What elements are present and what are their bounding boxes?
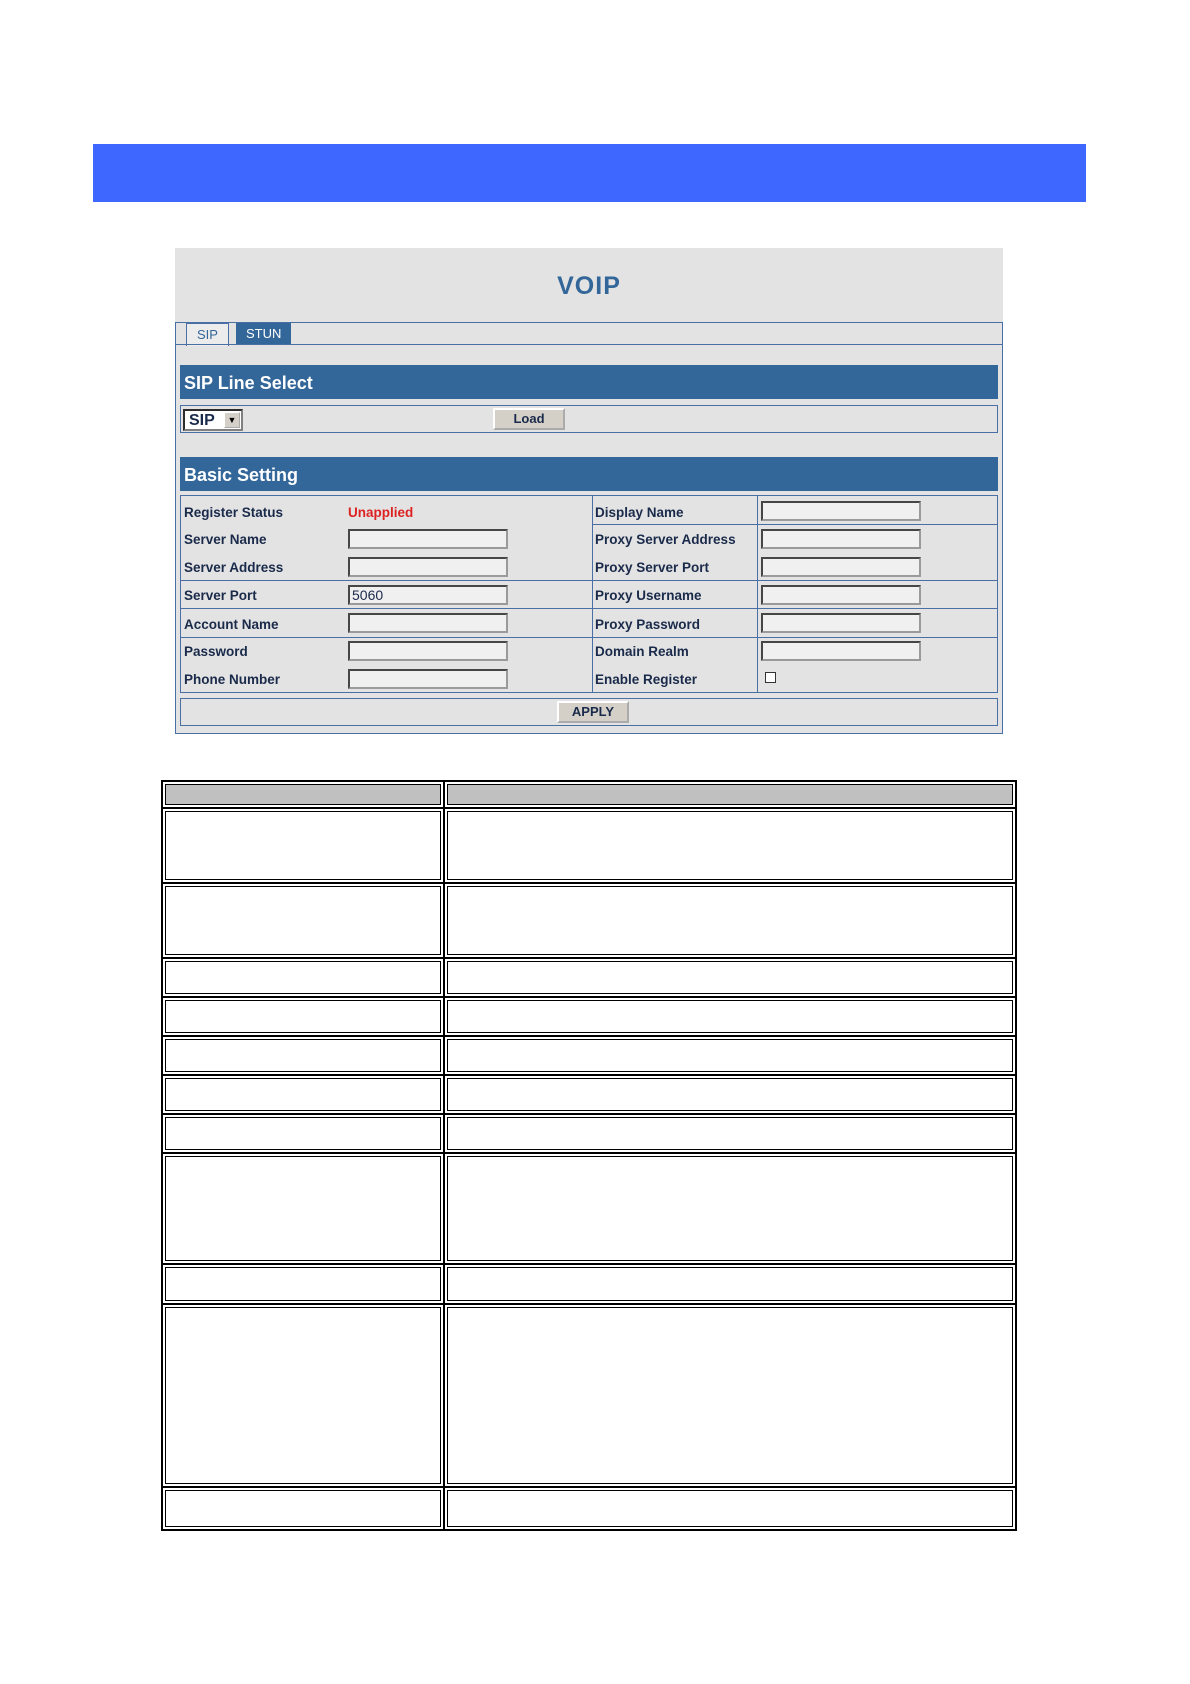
register-status-value: Unapplied — [348, 505, 414, 520]
table-cell — [447, 1039, 1013, 1072]
table-header-cell — [447, 784, 1013, 805]
table-cell — [165, 1156, 441, 1261]
table-row — [163, 1305, 1015, 1488]
page-title: VOIP — [557, 272, 621, 300]
table-row — [163, 1265, 1015, 1305]
proxy-server-port-input[interactable] — [761, 557, 921, 577]
table-cell — [165, 1117, 441, 1150]
load-button[interactable]: Load — [493, 408, 565, 430]
settings-frame — [175, 322, 1003, 734]
domain-realm-label: Domain Realm — [595, 644, 689, 659]
table-cell — [447, 1078, 1013, 1111]
apply-button[interactable]: APPLY — [557, 701, 629, 723]
server-address-label: Server Address — [184, 560, 284, 575]
table-row — [163, 959, 1015, 998]
proxy-username-input[interactable] — [761, 585, 921, 605]
table-row — [163, 1488, 1015, 1529]
table-row — [163, 998, 1015, 1037]
server-port-label: Server Port — [184, 588, 257, 603]
table-cell — [165, 811, 441, 880]
table-row — [163, 1076, 1015, 1115]
enable-register-checkbox[interactable] — [765, 672, 776, 683]
server-name-input[interactable] — [348, 529, 508, 549]
table-row — [163, 884, 1015, 959]
tab-bar — [186, 323, 291, 345]
table-cell — [447, 1267, 1013, 1301]
table-cell — [447, 886, 1013, 955]
table-cell — [165, 886, 441, 955]
chevron-down-icon[interactable]: ▼ — [224, 412, 240, 428]
column-divider — [592, 496, 593, 692]
table-cell — [447, 1117, 1013, 1150]
table-row — [163, 1154, 1015, 1265]
table-cell — [447, 1307, 1013, 1484]
top-banner — [93, 144, 1086, 202]
table-cell — [165, 1039, 441, 1072]
table-header-cell — [165, 784, 441, 805]
row-divider — [181, 580, 997, 581]
password-input[interactable] — [348, 641, 508, 661]
table-cell — [447, 811, 1013, 880]
password-label: Password — [184, 644, 248, 659]
display-name-label: Display Name — [595, 505, 684, 520]
basic-settings-grid — [180, 495, 998, 693]
description-table — [161, 780, 1017, 1531]
phone-number-input[interactable] — [348, 669, 508, 689]
table-cell — [165, 1267, 441, 1301]
proxy-password-input[interactable] — [761, 613, 921, 633]
voip-panel — [175, 248, 1003, 734]
server-name-label: Server Name — [184, 532, 267, 547]
account-name-input[interactable] — [348, 613, 508, 633]
table-cell — [447, 1000, 1013, 1033]
line-select-row — [180, 405, 998, 433]
table-cell — [447, 961, 1013, 994]
display-name-input[interactable] — [761, 501, 921, 521]
proxy-server-address-label: Proxy Server Address — [595, 532, 736, 547]
table-cell — [165, 1078, 441, 1111]
account-name-label: Account Name — [184, 617, 279, 632]
sip-line-dropdown[interactable] — [183, 409, 243, 431]
table-row — [163, 809, 1015, 884]
apply-row — [180, 698, 998, 726]
phone-number-label: Phone Number — [184, 672, 281, 687]
table-row — [163, 1115, 1015, 1154]
column-divider — [757, 496, 758, 692]
domain-realm-input[interactable] — [761, 641, 921, 661]
server-address-input[interactable] — [348, 557, 508, 577]
proxy-server-port-label: Proxy Server Port — [595, 560, 710, 575]
row-divider — [181, 637, 997, 638]
table-cell — [447, 1490, 1013, 1527]
enable-register-label: Enable Register — [595, 672, 698, 687]
proxy-username-label: Proxy Username — [595, 588, 702, 603]
basic-setting-heading: Basic Setting — [180, 457, 998, 491]
tab-stun[interactable]: STUN — [236, 323, 291, 344]
table-cell — [165, 1000, 441, 1033]
register-status-label: Register Status — [184, 505, 284, 520]
row-divider — [592, 524, 997, 525]
table-cell — [447, 1156, 1013, 1261]
table-cell — [165, 1307, 441, 1484]
table-header-row — [163, 782, 1015, 809]
table-row — [163, 1037, 1015, 1076]
sip-line-select-heading: SIP Line Select — [180, 365, 998, 399]
tab-divider — [176, 344, 1002, 345]
tab-sip[interactable]: SIP — [186, 323, 229, 346]
sip-line-selected-value: SIP — [189, 412, 215, 429]
proxy-server-address-input[interactable] — [761, 529, 921, 549]
server-port-input[interactable]: 5060 — [348, 585, 508, 605]
proxy-password-label: Proxy Password — [595, 617, 701, 632]
row-divider — [181, 608, 997, 609]
table-cell — [165, 961, 441, 994]
table-cell — [165, 1490, 441, 1527]
